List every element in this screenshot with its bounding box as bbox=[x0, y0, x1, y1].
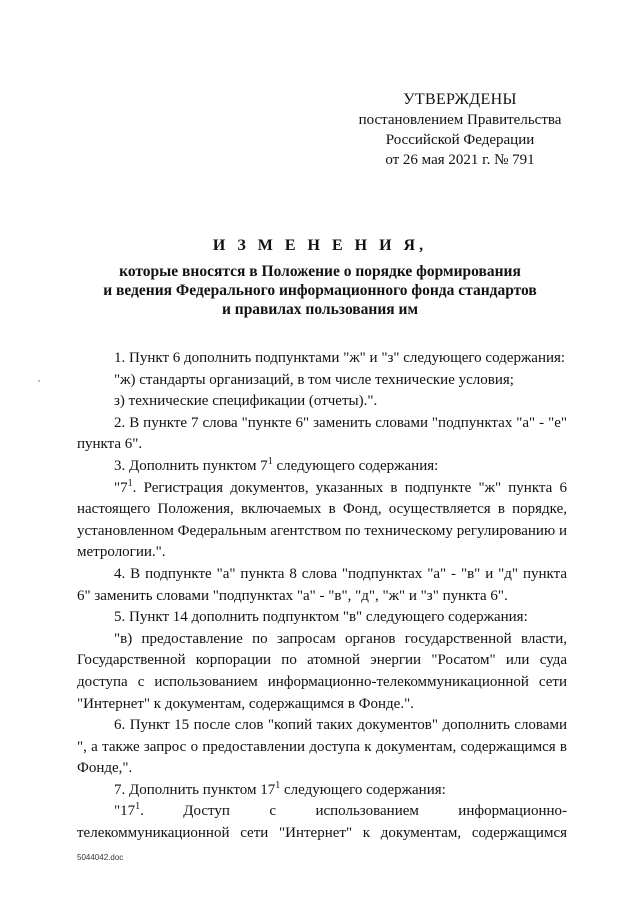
paragraph-11 bbox=[77, 780, 567, 802]
approved-label: УТВЕРЖДЕНЫ bbox=[403, 91, 517, 108]
p12-text-post: . Доступ с использованием информационно-телекоммуникационной сети "Интернет" к документам, содержащимся bbox=[77, 803, 567, 842]
scan-speck bbox=[38, 380, 40, 382]
approved-by-line: постановлением Правительства bbox=[358, 112, 562, 128]
document-title bbox=[70, 236, 570, 319]
p11-text-pre: 7. Дополнить пунктом 17 bbox=[114, 781, 276, 798]
p5-text-post: следующего содержания: bbox=[272, 457, 439, 474]
paragraph-10: 6. Пункт 15 после слов "копий таких документов" дополнить словами ", а также запрос о предоставлении доступа к документам, содержащимся в Фонде,". bbox=[77, 717, 567, 777]
p5-text-pre: 3. Дополнить пунктом 7 bbox=[114, 457, 268, 474]
p6-text-post: . Регистрация документов, указанных в подпункте "ж" пункта 6 настоящего Положения, включаемых в Фонд, осуществляется в порядке, установленном Федеральным агентством по техническому регулированию и метрологии.". bbox=[77, 479, 567, 561]
approved-government-line: Российской Федерации bbox=[385, 132, 535, 148]
p11-text-post: следующего содержания: bbox=[280, 781, 446, 798]
p12-text-pre: "17 bbox=[114, 803, 136, 820]
title-line-2: и ведения Федерального информационного фонда стандартов bbox=[103, 282, 537, 299]
document-body bbox=[77, 348, 567, 845]
paragraph-6 bbox=[77, 478, 567, 564]
file-name-footer: 5044042.doc bbox=[77, 853, 124, 862]
paragraph-4: 2. В пункте 7 слова "пункте 6" заменить словами "подпунктах "а" - "е" пункта 6". bbox=[77, 414, 567, 453]
paragraph-1: 1. Пункт 6 дополнить подпунктами "ж" и "з" следующего содержания: bbox=[114, 350, 566, 366]
paragraph-5 bbox=[77, 456, 567, 478]
title-heading: И З М Е Н Е Н И Я, bbox=[212, 237, 428, 254]
p12-superscript: 1 bbox=[135, 801, 141, 813]
paragraph-9: "в) предоставление по запросам органов государственной власти, Государственной корпорации по атомной энергии "Росатом" или суда доступа с использованием информационно-телекоммуникационной сети "Интернет" к документам, содержащимся в Фонде.". bbox=[77, 630, 567, 712]
p6-superscript: 1 bbox=[127, 477, 133, 489]
p5-superscript: 1 bbox=[267, 455, 273, 467]
paragraph-12 bbox=[77, 801, 567, 844]
approval-block bbox=[345, 90, 575, 170]
paragraph-8: 5. Пункт 14 дополнить подпунктом "в" следующего содержания: bbox=[114, 609, 528, 626]
approved-date-number: от 26 мая 2021 г. № 791 bbox=[385, 152, 535, 168]
p11-superscript: 1 bbox=[275, 779, 281, 791]
p6-text-pre: "7 bbox=[114, 479, 128, 496]
paragraph-3: з) технические спецификации (отчеты).". bbox=[114, 393, 378, 410]
title-line-1: которые вносятся в Положение о порядке формирования bbox=[119, 263, 521, 280]
paragraph-2: "ж) стандарты организаций, в том числе технические условия; bbox=[114, 371, 514, 388]
title-line-3: и правилах пользования им bbox=[221, 301, 419, 318]
paragraph-7: 4. В подпункте "а" пункта 8 слова "подпунктах "а" - "в" и "д" пункта 6" заменить словами "подпунктах "а" - "в", "д", "ж" и "з" пункта 6". bbox=[77, 565, 567, 604]
